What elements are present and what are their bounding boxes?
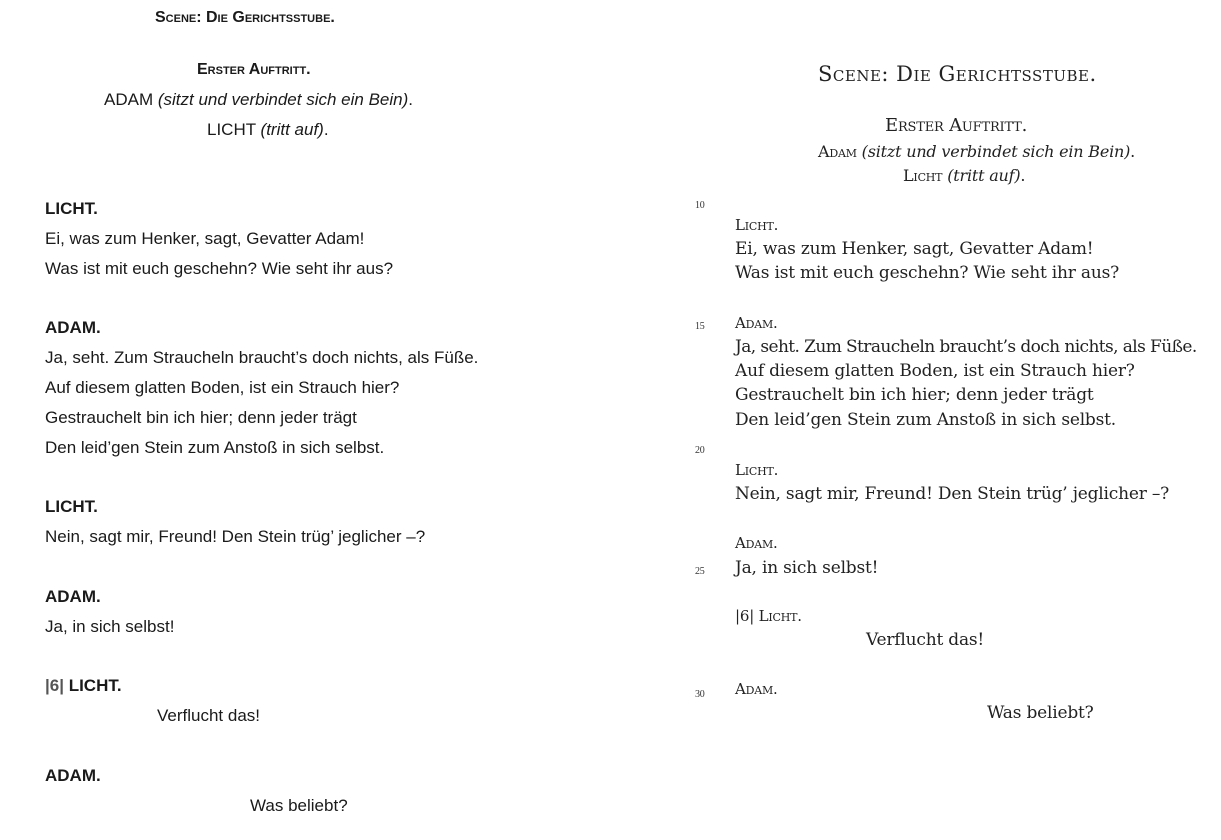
speaker-with-pageref <box>45 676 122 696</box>
speaker-label: ADAM. <box>45 587 101 606</box>
auftritt-heading: Erster Auftritt. <box>885 115 1028 136</box>
stage-direction: (tritt auf) <box>260 120 324 139</box>
stage-direction: (sitzt und verbindet sich ein Bein) <box>157 90 409 109</box>
line-number: 30 <box>695 689 705 700</box>
verse-line: Ja, in sich selbst! <box>45 617 175 636</box>
stage-direction: (tritt auf) <box>947 166 1021 185</box>
facsimile-panel <box>620 0 1221 840</box>
page-reference: |6| <box>45 676 64 695</box>
scene-heading: Scene: Die Gerichtsstube. <box>818 62 1097 86</box>
verse-line: Ei, was zum Henker, sagt, Gevatter Adam! <box>735 239 1094 259</box>
verse-line: Auf diesem glatten Boden, ist ein Strauch hier? <box>45 378 400 397</box>
verse-line: Verflucht das! <box>866 630 985 650</box>
stage-direction: (sitzt und verbindet sich ein Bein) <box>861 142 1131 161</box>
speaker-with-pageref <box>735 607 802 625</box>
speaker-label: Licht. <box>735 216 779 234</box>
verse-line: Was beliebt? <box>987 703 1094 723</box>
verse-line: Was ist mit euch geschehn? Wie seht ihr aus? <box>45 259 394 278</box>
speaker-label: LICHT. <box>45 497 98 516</box>
line-number: 10 <box>695 200 705 211</box>
line-number: 25 <box>695 566 705 577</box>
cast-name: LICHT <box>207 120 256 139</box>
line-number: 20 <box>695 445 705 456</box>
cast-line-licht <box>903 166 1025 185</box>
verse-line: Ja, seht. Zum Straucheln braucht’s doch nichts, als Füße. <box>45 348 479 367</box>
verse-line: Nein, sagt mir, Freund! Den Stein trüg’ jeglicher –? <box>45 527 426 546</box>
verse-line: Nein, sagt mir, Freund! Den Stein trüg’ jeglicher –? <box>735 484 1170 504</box>
verse-line: Ei, was zum Henker, sagt, Gevatter Adam! <box>45 229 365 248</box>
verse-line: Auf diesem glatten Boden, ist ein Strauch hier? <box>735 361 1135 381</box>
scene-heading: Scene: Die Gerichtsstube. <box>155 9 335 26</box>
verse-line: Gestrauchelt bin ich hier; denn jeder trägt <box>45 408 357 427</box>
speaker-label: Adam. <box>735 534 778 552</box>
cast-name: Adam <box>818 142 857 161</box>
auftritt-heading: Erster Auftritt. <box>197 61 311 78</box>
speaker-label: LICHT. <box>68 676 122 695</box>
verse-line: Was ist mit euch geschehn? Wie seht ihr aus? <box>735 263 1120 283</box>
speaker-label: Licht. <box>735 461 779 479</box>
cast-line-adam <box>104 90 413 110</box>
verse-line: Ja, seht. Zum Straucheln braucht’s doch nichts, als Füße. <box>735 337 1197 357</box>
verse-line: Was beliebt? <box>250 796 348 815</box>
cast-line-licht <box>207 120 329 140</box>
speaker-label: Adam. <box>735 680 778 698</box>
cast-name: ADAM <box>104 90 154 109</box>
page-reference: |6| <box>735 607 755 625</box>
cast-punct: . <box>408 90 413 109</box>
verse-line: Den leid’gen Stein zum Anstoß in sich selbst. <box>735 410 1116 430</box>
speaker-label: Licht. <box>758 607 802 625</box>
cast-punct: . <box>323 120 329 139</box>
verse-line: Ja, in sich selbst! <box>735 558 879 578</box>
speaker-label: LICHT. <box>45 199 98 218</box>
speaker-label: Adam. <box>735 314 778 332</box>
speaker-label: ADAM. <box>45 766 101 785</box>
verse-line: Gestrauchelt bin ich hier; denn jeder trägt <box>735 385 1094 405</box>
verse-line: Den leid’gen Stein zum Anstoß in sich selbst. <box>45 438 385 457</box>
cast-name: Licht <box>903 166 943 185</box>
cast-punct: . <box>1130 142 1136 161</box>
line-number: 15 <box>695 321 705 332</box>
cast-punct: . <box>1020 166 1026 185</box>
cast-line-adam <box>818 142 1135 161</box>
speaker-label: ADAM. <box>45 318 101 337</box>
verse-line: Verflucht das! <box>157 706 261 725</box>
